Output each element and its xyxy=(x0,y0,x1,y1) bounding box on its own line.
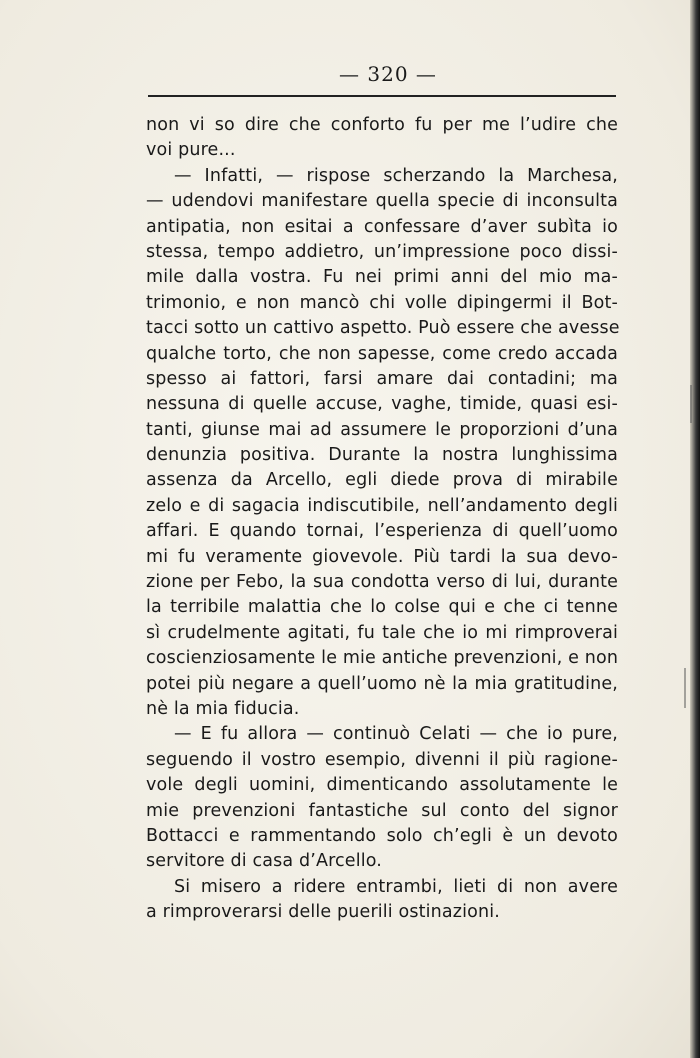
text-line: tanti, giunse mai ad assumere le proporzioni d’una xyxy=(146,419,618,440)
page-edge-shadow xyxy=(690,0,700,1058)
text-line: denunzia positiva. Durante la nostra lunghissima xyxy=(146,445,618,466)
body-text xyxy=(146,113,618,926)
text-line: potei più negare a quell’uomo nè la mia gratitudine, xyxy=(146,673,618,694)
text-line: zione per Febo, la sua condotta verso di lui, durante xyxy=(146,572,618,593)
text-line: vole degli uomini, dimenticando assolutamente le xyxy=(146,775,618,796)
header-rule xyxy=(148,95,616,97)
text-line: trimonio, e non mancò chi volle dipingermi il Bot- xyxy=(146,292,618,313)
text-line: seguendo il vostro esempio, divenni il più ragione- xyxy=(146,749,618,770)
text-line: affari. E quando tornai, l’esperienza di quell’uomo xyxy=(146,521,618,542)
text-line: antipatia, non esitai a confessare d’aver subìta io xyxy=(146,216,618,237)
text-line: Bottacci e rammentando solo ch’egli è un devoto xyxy=(146,825,618,846)
paragraph xyxy=(146,875,618,926)
text-line: nessuna di quelle accuse, vaghe, timide, quasi esi- xyxy=(146,394,618,415)
text-line: — Infatti, — rispose scherzando la Marchesa, xyxy=(174,165,618,186)
text-line: spesso ai fattori, farsi amare dai contadini; ma xyxy=(146,368,618,389)
paragraph xyxy=(146,164,618,723)
page-header xyxy=(0,62,700,86)
text-line: a rimproverarsi delle puerili ostinazioni. xyxy=(146,902,500,923)
text-line: non vi so dire che conforto fu per me l’udire che xyxy=(146,115,618,135)
text-line: nè la mia fiducia. xyxy=(146,698,300,719)
paragraph xyxy=(146,113,618,164)
text-line: zelo e di sagacia indiscutibile, nell’andamento degli xyxy=(146,495,618,516)
text-line: servitore di casa d’Arcello. xyxy=(146,851,383,872)
text-line: voi pure... xyxy=(146,140,236,161)
text-line: sì crudelmente agitati, fu tale che io mi rimproverai xyxy=(146,622,618,643)
page-number: — 320 — xyxy=(339,62,437,86)
margin-mark xyxy=(690,385,692,423)
text-line: coscienziosamente le mie antiche prevenzioni, e non xyxy=(146,648,619,669)
text-line: assenza da Arcello, egli diede prova di mirabile xyxy=(146,470,618,491)
text-line: mi fu veramente giovevole. Più tardi la sua devo- xyxy=(146,546,618,567)
paragraph xyxy=(146,722,618,874)
text-line: tacci sotto un cattivo aspetto. Può essere che avesse xyxy=(146,318,620,339)
text-line: la terribile malattia che lo colse qui e che ci tenne xyxy=(146,597,618,618)
text-line: stessa, tempo addietro, un’impressione poco dissi- xyxy=(146,241,618,262)
text-line: — udendovi manifestare quella specie di inconsulta xyxy=(146,191,618,212)
text-line: mile dalla vostra. Fu nei primi anni del mio ma- xyxy=(146,267,618,288)
margin-mark xyxy=(684,668,686,708)
text-line: — E fu allora — continuò Celati — che io pure, xyxy=(174,724,618,745)
text-line: mie prevenzioni fantastiche sul conto del signor xyxy=(146,800,618,821)
text-line: Si misero a ridere entrambi, lieti di non avere xyxy=(174,876,618,897)
text-line: qualche torto, che non sapesse, come credo accada xyxy=(146,343,618,364)
